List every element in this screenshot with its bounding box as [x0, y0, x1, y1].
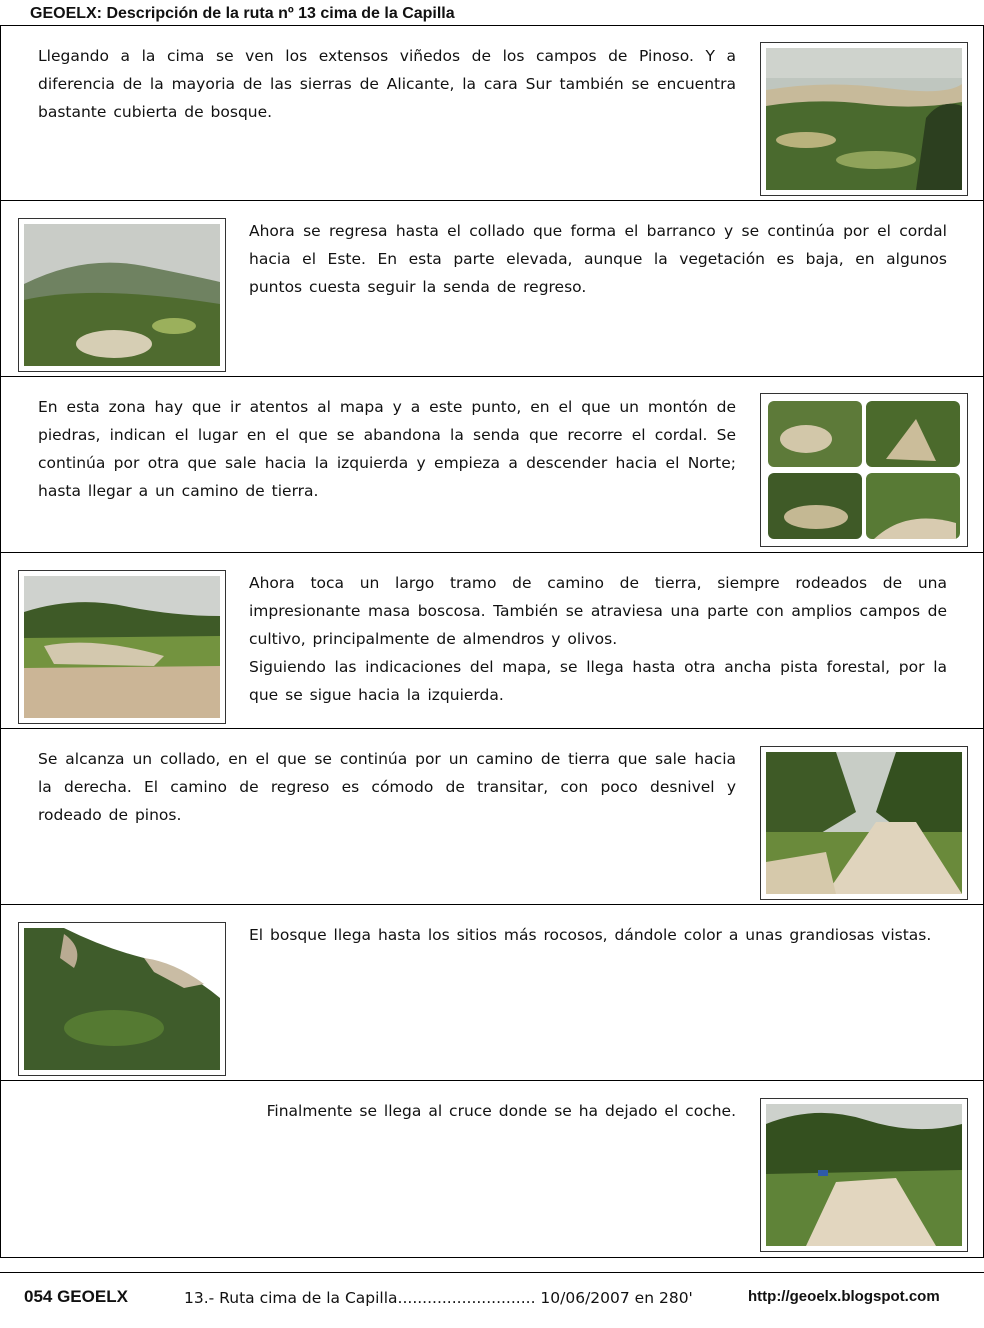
route-description-frame	[0, 26, 984, 1258]
section-text: Se alcanza un collado, en el que se continúa por un camino de tierra que sale hacia la derecha. El camino de regreso es cómodo de transitar, con poco desnivel y rodeado de pinos.	[38, 750, 736, 824]
ridge-photo	[18, 218, 226, 372]
section-text: Ahora toca un largo tramo de camino de tierra, siempre rodeados de una impresionante masa boscosa. También se atraviesa una parte con amplios campos de cultivo, principalmente de almendros y olivos.	[249, 574, 947, 648]
route-section	[1, 905, 984, 1081]
page-footer	[0, 1272, 984, 1328]
footer-route-info: 13.- Ruta cima de la Capilla............................ 10/06/2007 en 280'	[184, 1289, 693, 1307]
section-text: Ahora se regresa hasta el collado que forma el barranco y se continúa por el cordal hacia el Este. En esta parte elevada, aunque la vegetación es baja, en algunos puntos cuesta seguir la senda de regreso.	[249, 222, 947, 296]
page-title: GEOELX: Descripción de la ruta nº 13 cima de la Capilla	[0, 0, 984, 26]
route-section	[1, 26, 984, 201]
page-number: 054 GEOELX	[24, 1287, 128, 1306]
section-text: El bosque llega hasta los sitios más rocosos, dándole color a unas grandiosas vistas.	[249, 926, 932, 944]
route-section	[1, 729, 984, 905]
photo-collage	[760, 393, 968, 547]
crossroads-car-photo	[760, 1098, 968, 1252]
forest-track-photo	[760, 746, 968, 900]
route-section	[1, 1081, 984, 1257]
route-section	[1, 553, 984, 729]
dirt-track-fields-photo	[18, 570, 226, 724]
route-section	[1, 201, 984, 377]
section-text: Finalmente se llega al cruce donde se ha dejado el coche.	[266, 1102, 736, 1120]
summit-vineyards-photo	[760, 42, 968, 196]
section-text: En esta zona hay que ir atentos al mapa y a este punto, en el que un montón de piedras, indican el lugar en el que se abandona la senda que recorre el cordal. Se continúa por otra que sale hacia la izquierda y empieza a descender hacia el Norte; hasta llegar a un camino de tierra.	[38, 398, 736, 500]
section-text-continued: Siguiendo las indicaciones del mapa, se llega hasta otra ancha pista forestal, por la que se sigue hacia la izquierda.	[249, 658, 947, 704]
route-section	[1, 377, 984, 553]
section-text: Llegando a la cima se ven los extensos viñedos de los campos de Pinoso. Y a diferencia de la mayoria de las sierras de Alicante, la cara Sur también se encuentra bastante cubierta de bosque.	[38, 47, 736, 121]
blog-link[interactable]: http://geoelx.blogspot.com	[748, 1288, 940, 1305]
rocky-forest-photo	[18, 922, 226, 1076]
